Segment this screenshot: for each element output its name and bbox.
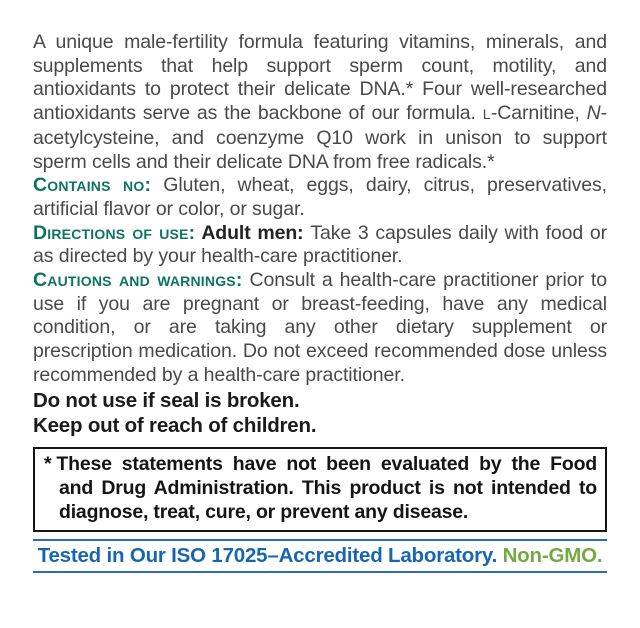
cautions-heading: Cautions and warnings: — [33, 269, 243, 292]
nac-italic-n: N — [586, 102, 601, 125]
cautions-text: Consult a health-care practitioner prior to use if you are pregnant or breast-feeding, have any medical condition, or are taking any other dietary supplement or prescription medication. Do not exceed recommended dose unless recommended by a health-care practitioner. — [33, 269, 607, 386]
tested-laboratory-text: Tested in Our ISO 17025–Accredited Laboratory. — [37, 543, 498, 567]
footnote-asterisk: * — [44, 452, 52, 475]
fda-disclaimer-text: These statements have not been evaluated by the Food and Drug Administration. This product is not intended to diagnose, treat, cure, or prevent any disease. — [56, 452, 597, 523]
directions-paragraph — [33, 222, 607, 269]
fda-disclaimer-box — [33, 447, 607, 533]
cautions-paragraph — [33, 269, 607, 388]
carnitine-smallcap-l: L — [482, 106, 491, 123]
carnitine-text: -Carnitine, — [490, 102, 587, 125]
description-text-part1: A unique male-fertility formula featuring vitamins, minerals, and supplements that help support sperm count, motility, and antioxidants to protect their delicate DNA.* Four well-researched antioxidants serve as the backbone of our formula. — [33, 31, 607, 125]
description-paragraph — [33, 31, 607, 174]
directions-heading: Directions of use: — [33, 221, 196, 244]
contains-no-heading: Contains no: — [33, 174, 152, 197]
contains-no-paragraph — [33, 174, 607, 221]
directions-text: Take 3 capsules daily with food or as directed by your health-care practitioner. — [33, 221, 607, 268]
description-text-part2: -acetylcysteine, and coenzyme Q10 work in unison to support sperm cells and their delicate DNA from free radicals.* — [33, 102, 608, 173]
contains-no-text: Gluten, wheat, eggs, dairy, citrus, preservatives, artificial flavor or color, or sugar. — [33, 174, 607, 220]
footer-bar — [33, 539, 607, 573]
seal-warning: Do not use if seal is broken. — [33, 388, 300, 412]
children-warning: Keep out of reach of children. — [33, 414, 317, 438]
fda-disclaimer-paragraph — [44, 452, 597, 525]
directions-subject: Adult men: — [195, 221, 311, 244]
non-gmo-text: Non-GMO. — [497, 543, 603, 567]
